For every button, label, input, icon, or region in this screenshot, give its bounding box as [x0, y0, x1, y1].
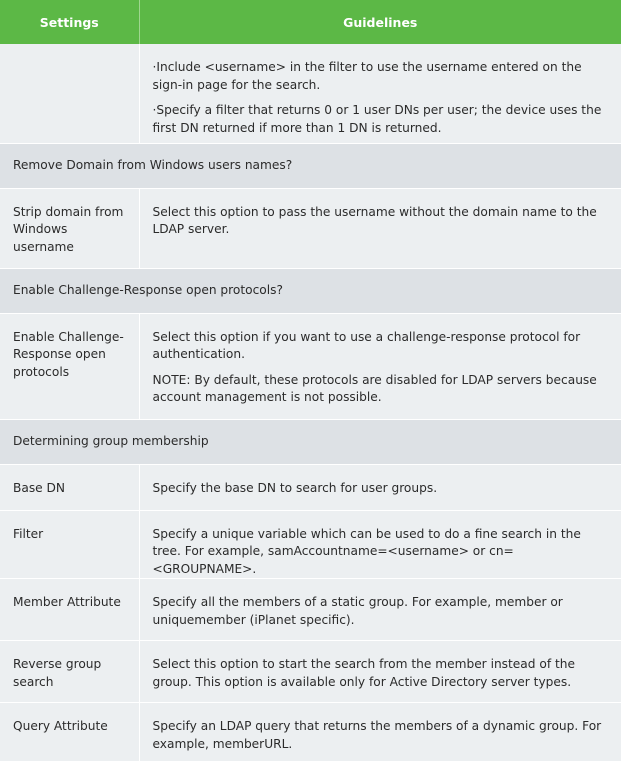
- guideline-cell: [139, 464, 621, 510]
- setting-cell: Enable Challenge-Response open protocols: [0, 313, 139, 419]
- section-row-challenge-response: [0, 268, 621, 313]
- section-row-remove-domain: [0, 143, 621, 188]
- guideline-text: NOTE: By default, these protocols are disabled for LDAP servers because account management is not possible.: [152, 372, 597, 404]
- guideline-text: Select this option to pass the username without the domain name to the LDAP server.: [152, 204, 597, 236]
- setting-cell: Base DN: [0, 464, 139, 510]
- guideline-cell: [139, 641, 621, 703]
- guideline-cell: [139, 579, 621, 641]
- setting-cell: Strip domain from Windows username: [0, 188, 139, 268]
- table-row-strip-domain: [0, 188, 621, 268]
- guideline-cell: [139, 188, 621, 268]
- table-row-member-attribute: [0, 579, 621, 641]
- guideline-cell: [139, 44, 621, 143]
- guideline-text: Specify an LDAP query that returns the members of a dynamic group. For example, memberURL.: [152, 719, 602, 751]
- table-header-row: [0, 0, 621, 44]
- guideline-cell: [139, 313, 621, 419]
- guideline-text: ·Include <username> in the filter to use the username entered on the sign-in page for the search.: [152, 60, 582, 92]
- guideline-text: Specify all the members of a static group. For example, member or uniquemember (iPlanet specific).: [152, 595, 563, 627]
- guideline-text: Specify a unique variable which can be used to do a fine search in the tree. For example, samAccountname=<username> or cn=<GROUPNAME>.: [152, 526, 581, 576]
- table-row-filter-continued: [0, 44, 621, 143]
- setting-cell: [0, 44, 139, 143]
- settings-column-header: Settings: [0, 0, 139, 44]
- section-heading: Remove Domain from Windows users names?: [0, 143, 621, 188]
- setting-cell: Filter: [0, 510, 139, 579]
- table-row-filter: [0, 510, 621, 579]
- guideline-cell: [139, 703, 621, 762]
- table-row-base-dn: [0, 464, 621, 510]
- guideline-cell: [139, 510, 621, 579]
- guideline-text: Select this option to start the search from the member instead of the group. This option is available only for Active Directory server types.: [152, 657, 576, 689]
- section-heading: Enable Challenge-Response open protocols?: [0, 268, 621, 313]
- section-row-group-membership: [0, 419, 621, 464]
- table-row-query-attribute: [0, 703, 621, 762]
- guideline-text: Specify the base DN to search for user groups.: [152, 480, 438, 495]
- guidelines-column-header: Guidelines: [139, 0, 621, 44]
- setting-cell: Query Attribute: [0, 703, 139, 762]
- section-heading: Determining group membership: [0, 419, 621, 464]
- guideline-text: ·Specify a filter that returns 0 or 1 user DNs per user; the device uses the first DN returned if more than 1 DN is returned.: [152, 103, 602, 135]
- setting-cell: Reverse group search: [0, 641, 139, 703]
- table-row-challenge-response: [0, 313, 621, 419]
- setting-cell: Member Attribute: [0, 579, 139, 641]
- table-row-reverse-group-search: [0, 641, 621, 703]
- guideline-text: Select this option if you want to use a challenge-response protocol for authentication.: [152, 329, 581, 361]
